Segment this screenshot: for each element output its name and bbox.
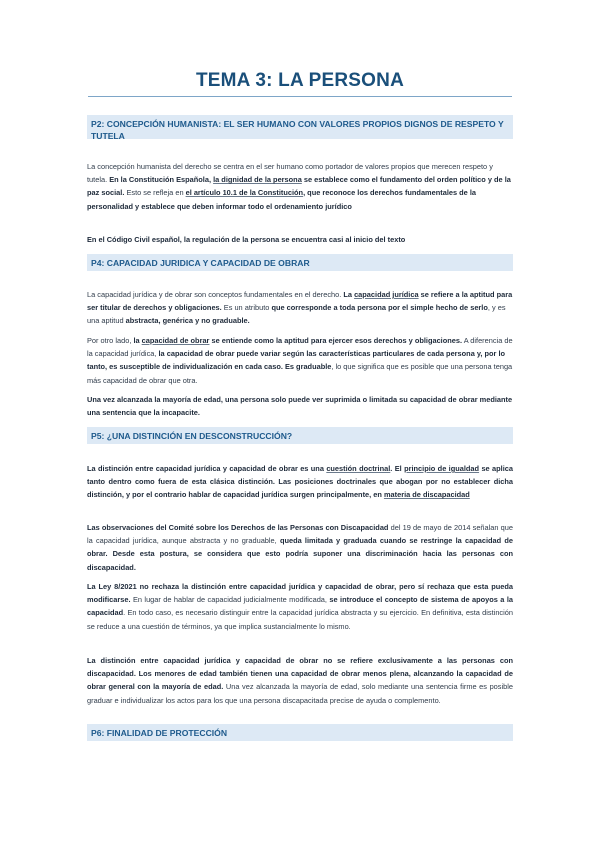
text-span: Una vez alcanzada la mayoría de edad, solo mediante una sentencia firme es posible graduar e individualizar los actos para los que una persona discapacitada precise de ayuda o complemento. [87, 682, 513, 705]
page-title: TEMA 3: LA PERSONA [195, 70, 405, 91]
section-heading-p2: P2: CONCEPCIÓN HUMANISTA: EL SER HUMANO CON VALORES PROPIOS DIGNOS DE RESPETO Y TUTELA [87, 115, 513, 139]
bold-span: , que reconoce los derechos fundamentales de la personalidad y establece que deben informar todo el ordenamiento jurídico [87, 188, 476, 211]
text-span: Es un atributo [221, 303, 272, 313]
paragraph-p5-1 [87, 462, 513, 502]
bold-span: se aplica tanto dentro como fuera de esta clásica distinción. Las posiciones doctrinales que abogan por no establecer dicha distinción, y por el contrario hablar de capacidad jurídica surgen principalmente, en [87, 464, 513, 500]
bold-span: se introduce el concepto de sistema de apoyos a la capacidad [87, 595, 513, 618]
underlined-term: el artículo 10.1 de la Constitución [185, 188, 304, 198]
bold-span: abstracta, genérica y no graduable. [125, 316, 250, 326]
paragraph-p4-2 [87, 334, 513, 387]
bold-span: se refiere a la aptitud para ser titular de derechos y obligaciones. [87, 290, 513, 313]
bold-span: que corresponde a toda persona por el simple hecho de serlo [271, 303, 488, 313]
text-span: Esto se refleja en [124, 188, 186, 198]
paragraph-p2-2 [87, 233, 513, 246]
bold-span: queda limitada y graduada cuando se restringe la capacidad de obrar. Desde esta postura, se considera que esto podría suponer una discriminación hacia las personas con discapacidad. [87, 536, 513, 572]
text-span: La capacidad jurídica y de obrar son conceptos fundamentales en el derecho. [87, 290, 344, 299]
underlined-term: materia de discapacidad [383, 490, 470, 500]
bold-span: En el Código Civil español, la regulación de la persona se encuentra casi al inicio del texto [87, 235, 406, 244]
bold-span: La Ley 8/2021 [87, 582, 137, 591]
underlined-term: capacidad jurídica [354, 290, 419, 299]
bold-span: La distinción entre capacidad jurídica y capacidad de obrar es una [87, 464, 327, 473]
text-span: A diferencia de la capacidad jurídica, [87, 336, 513, 359]
bold-span: la [133, 336, 142, 345]
paragraph-p2-1 [87, 160, 513, 213]
paragraph-p5-2 [87, 521, 513, 574]
text-span: del 19 de mayo de 2014 señalan que la capacidad jurídica, [87, 523, 513, 546]
bold-span: Las observaciones del Comité sobre los Derechos de las Personas con Discapacidad [87, 523, 389, 532]
section-heading-p4: P4: CAPACIDAD JURIDICA Y CAPACIDAD DE OBRAR [87, 254, 513, 271]
text-span: aunque abstracta y no graduable, [158, 536, 280, 546]
text-span: En lugar de hablar de capacidad judicialmente modificada, [130, 595, 330, 605]
bold-span: Una vez alcanzada la mayoría de edad, una persona solo puede ver suprimida o limitada su capacidad de obrar mediante una sentencia que la incapacite. [87, 395, 513, 418]
bold-span: se establece como el fundamento del orden político y de la paz social. [87, 175, 511, 198]
paragraph-p5-4 [87, 654, 513, 707]
section-heading-p6: P6: FINALIDAD DE PROTECCIÓN [87, 724, 513, 741]
bold-span: se entiende como la aptitud para ejercer esos derechos y obligaciones. [209, 336, 463, 345]
bold-span: En la Constitución Española, [109, 175, 214, 185]
paragraph-p5-3 [87, 580, 513, 633]
text-span: , y es una aptitud [87, 303, 506, 326]
section-heading-p5: P5: ¿UNA DISTINCIÓN EN DESCONSTRUCCIÓN? [87, 427, 513, 444]
bold-span: La distinción entre capacidad jurídica y capacidad de obrar no se refiere exclusivamente a las personas con discapacidad. Los menores de edad también tienen una capacidad de obrar menos plena, alcanzando la capacidad de obrar general con la mayoría de edad. [87, 656, 513, 692]
text-span: Por otro lado, [87, 336, 134, 345]
paragraph-p4-3 [87, 393, 513, 419]
paragraph-p4-1 [87, 288, 513, 328]
text-span: La concepción humanista del derecho se centra en el ser humano como portador de valores propios que merecen respeto y tutela. [87, 162, 493, 185]
underlined-term: capacidad de obrar [141, 336, 210, 345]
text-span: , lo que significa que es posible que una persona tenga más capacidad de obrar que otra. [87, 362, 513, 385]
bold-span: La [343, 290, 355, 299]
bold-span: no rechaza la distinción entre capacidad jurídica y capacidad de obrar, pero sí rechaza que esta pueda modificarse. [87, 582, 513, 605]
underlined-term: cuestión doctrinal [326, 464, 391, 473]
bold-span: . El [390, 464, 405, 473]
underlined-term: la dignidad de la persona [213, 175, 302, 185]
underlined-term: principio de igualdad [404, 464, 480, 473]
title-underline-rule [88, 96, 512, 97]
bold-span: la capacidad de obrar puede variar según las características particulares de cada persona y, por lo tanto, es susceptible de individualización en cada caso. Es graduable [87, 349, 506, 372]
text-span: . En todo caso, es necesario distinguir entre la capacidad jurídica abstracta y su ejercicio. En definitiva, esta distinción se reduce a una cuestión de términos, ya que implica sustancialmente lo mismo. [87, 608, 513, 631]
